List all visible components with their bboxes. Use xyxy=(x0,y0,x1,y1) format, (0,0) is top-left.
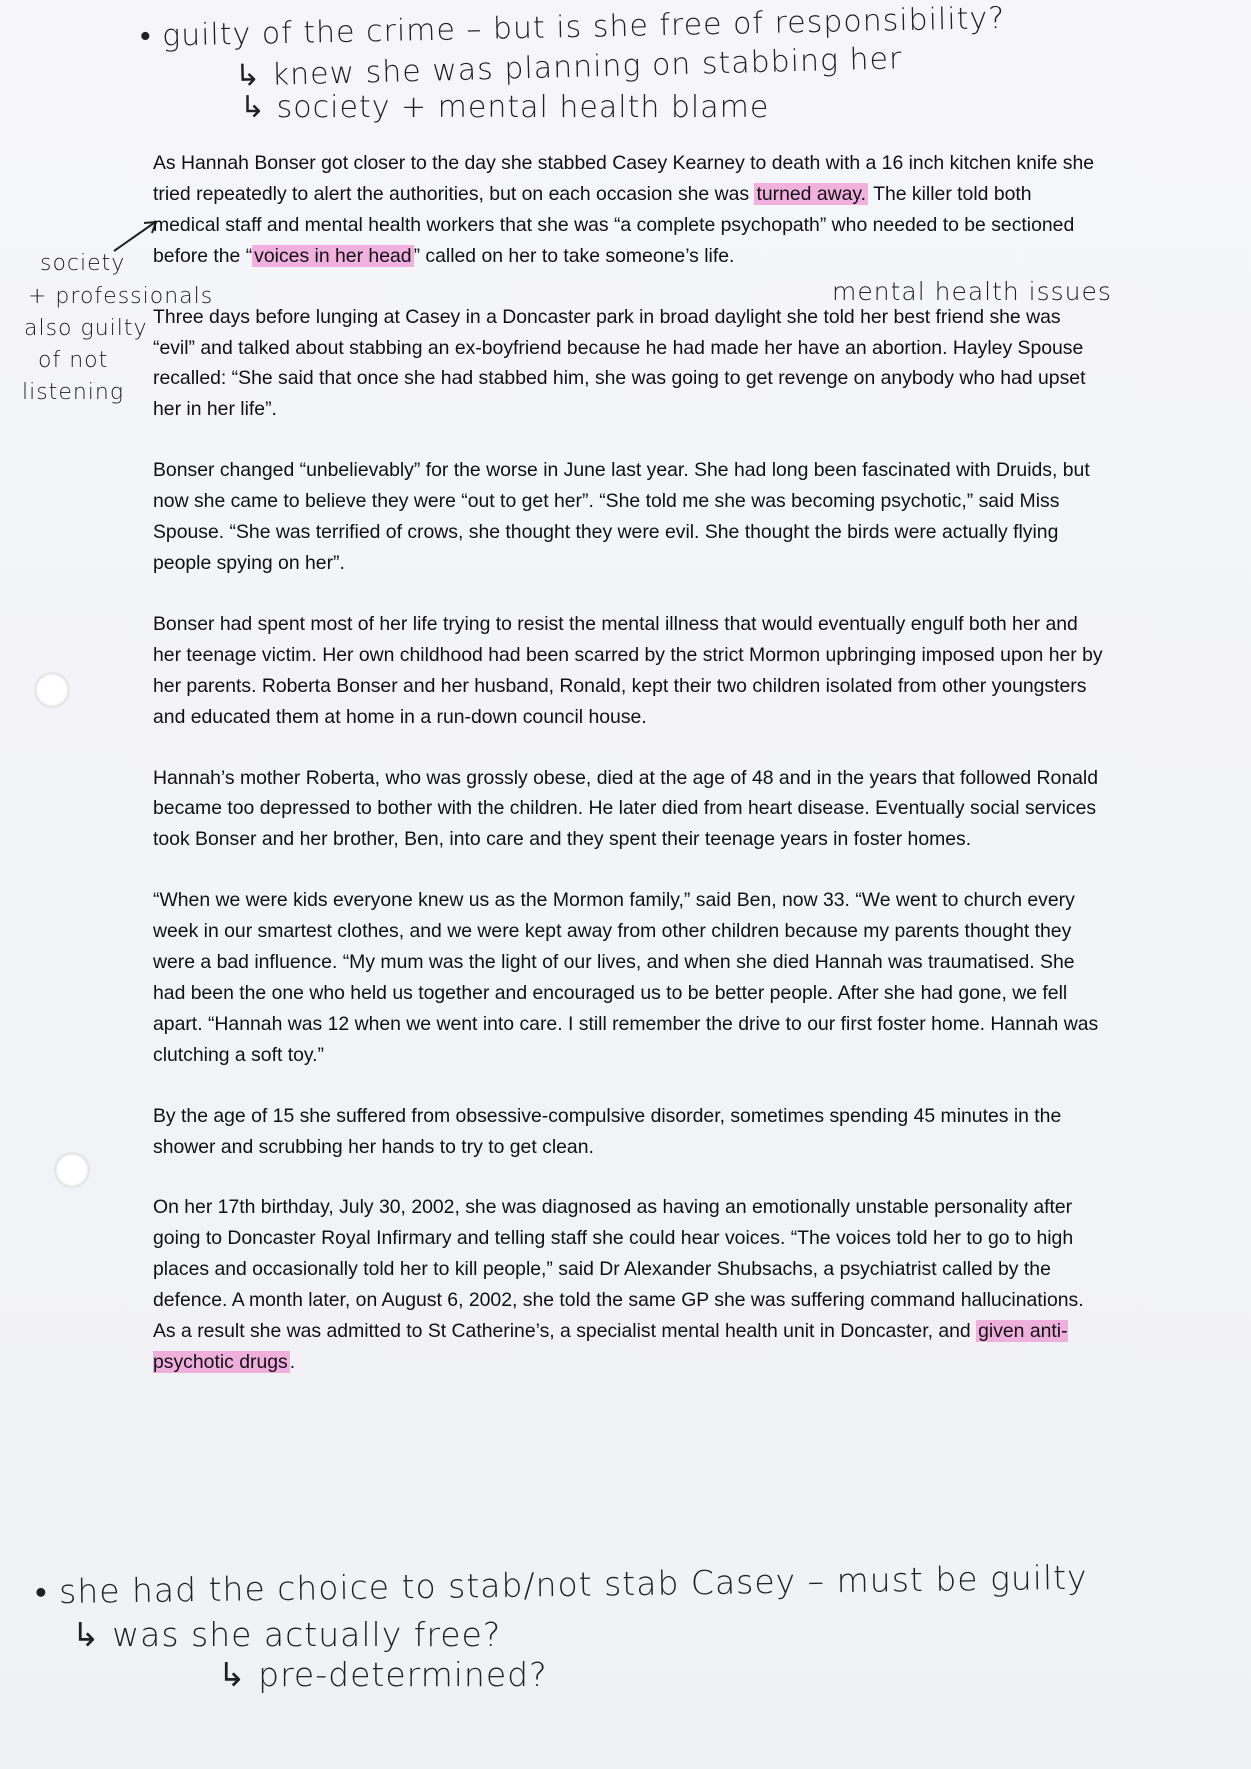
paragraph-3: Bonser changed “unbelievably” for the worse in June last year. She had long been fascinated with Druids, but now she came to believe they were “out to get her”. “She told me she was becoming psychotic,” said Miss Spouse. “She was terrified of crows, she thought they were evil. She thought the birds were actually flying people spying on her”. xyxy=(153,459,1090,574)
punch-hole-lower xyxy=(55,1153,89,1187)
handwritten-note-top-2: ↳ knew she was planning on stabbing her xyxy=(234,41,903,94)
handwritten-note-side-1: society xyxy=(40,251,126,276)
handwritten-note-side-3: also guilty xyxy=(24,316,148,341)
paragraph-2: Three days before lunging at Casey in a Doncaster park in broad daylight she told her best friend she was “evil” and talked about stabbing an ex-boyfriend because he had made her have an abortion. Hayley Spouse recalled: “She said that once she had stabbed him, she was going to get revenge on anybody who had upset her in her life”. xyxy=(153,305,1086,421)
highlight-turned-away: turned away. xyxy=(756,182,867,205)
punch-hole-upper xyxy=(35,673,69,707)
article-body xyxy=(153,148,1103,1408)
handwritten-note-side-4: of not xyxy=(38,348,109,373)
highlight-anti-psychotic-drugs: given anti-psychotic drugs xyxy=(153,1320,1068,1373)
handwritten-note-top-3: ↳ society + mental health blame xyxy=(240,90,770,125)
handwritten-note-mental-health: mental health issues xyxy=(832,277,1112,306)
paragraph-1: As Hannah Bonser got closer to the day she stabbed Casey Kearney to death with a 16 inch kitchen knife she tried repeatedly to alert the authorities, but on each occasion she was turned away. The killer told both medical staff and mental health workers that she was “a complete psychopath” who needed to be sectioned before the “ voices in her head ” called on her to take someone’s life. xyxy=(153,152,1095,267)
handwritten-note-side-5: listening xyxy=(22,380,125,405)
handwritten-note-side-2: + professionals xyxy=(28,284,214,309)
paragraph-5: Hannah’s mother Roberta, who was grossly obese, died at the age of 48 and in the years that followed Ronald became too depressed to bother with the children. He later died from heart disease. Eventually social services took Bonser and her brother, Ben, into care and they spent their teenage years in foster homes. xyxy=(153,766,1098,851)
handwritten-note-bottom-3: ↳ pre-determined? xyxy=(218,1655,548,1694)
handwritten-note-bottom-1: • she had the choice to stab/not stab Casey – must be guilty xyxy=(34,1557,1088,1612)
handwritten-note-bottom-2: ↳ was she actually free? xyxy=(72,1615,502,1654)
paragraph-8: On her 17th birthday, July 30, 2002, she was diagnosed as having an emotionally unstable personality after going to Doncaster Royal Infirmary and telling staff she could hear voices. “The voices told her to go to high places and occasionally told her to kill people,” said Dr Alexander Shubsachs, a psychiatrist called by the defence. A month later, on August 6, 2002, she told the same GP she was suffering command hallucinations. As a result she was admitted to St Catherine’s, a specialist mental health unit in Doncaster, and given anti-psychotic drugs . xyxy=(153,1196,1084,1373)
paragraph-6: “When we were kids everyone knew us as the Mormon family,” said Ben, now 33. “We went to church every week in our smartest clothes, and we were kept away from other children because my parents thought they were a bad influence. “My mum was the light of our lives, and when she died Hannah was traumatised. She had been the one who held us together and encouraged us to be better people. After she had gone, we fell apart. “Hannah was 12 when we went into care. I still remember the drive to our first foster home. Hannah was clutching a soft toy.” xyxy=(153,889,1099,1066)
handwritten-note-top-1: • guilty of the crime – but is she free of responsibility? xyxy=(139,0,1006,55)
paragraph-4: Bonser had spent most of her life trying to resist the mental illness that would eventually engulf both her and her teenage victim. Her own childhood had been scarred by the strict Mormon upbringing imposed upon her by her parents. Roberta Bonser and her husband, Ronald, kept their two children isolated from other youngsters and educated them at home in a run-down council house. xyxy=(153,612,1103,728)
paragraph-7: By the age of 15 she suffered from obsessive-compulsive disorder, sometimes spending 45 minutes in the shower and scrubbing her hands to try to get clean. xyxy=(153,1104,1062,1158)
highlight-voices-in-her-head: voices in her head xyxy=(254,244,412,267)
